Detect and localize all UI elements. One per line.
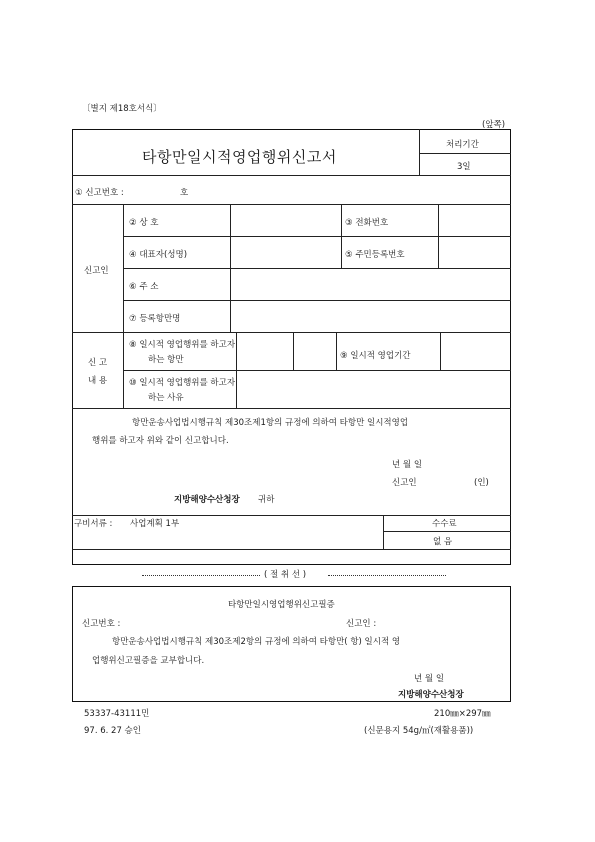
statement-line-2: 행위를 하고자 위와 같이 신고합니다. [92,436,229,446]
item8-label-cont: 하는 항만 [148,355,184,365]
processing-label: 처리기간 [446,140,479,150]
form-title: 타항만일시적영업행위신고서 [142,148,337,166]
certificate-title: 타항만일시영업행위신고필증 [228,600,335,610]
cut-line-left [142,575,260,576]
cut-line-label: ( 절 취 선 ) [264,570,307,580]
resident-number-field[interactable] [440,238,509,266]
attachments-value: 사업계획 1부 [130,519,180,529]
business-period-field[interactable] [442,334,509,368]
statement-honorific: 귀하 [258,495,275,505]
address-label: ⑥ 주 소 [129,282,159,292]
statement-signer-label: 신고인 [392,478,417,488]
business-name-label: ② 상 호 [129,218,159,228]
item9-label: ⑨ 일시적 영업기간 [340,351,411,361]
phone-field[interactable] [440,206,509,234]
business-name-field[interactable] [232,206,339,234]
representative-field[interactable] [232,238,339,266]
phone-label: ③ 전화번호 [345,218,389,228]
representative-label: ④ 대표자(성명) [129,250,188,260]
page-side: (앞쪽) [482,120,506,130]
statement-addressee: 지방해양수산청장 [174,495,240,505]
business-reason-field[interactable] [238,372,509,406]
form-number: 〔별지 제18호서식〕 [82,104,162,114]
registered-port-label: ⑦ 등록항만명 [129,314,181,324]
footer-code: 53337-43111민 [84,709,150,719]
statement-date: 년 월 일 [392,460,423,470]
certificate-line-2: 업행위신고필증을 교부합니다. [92,656,205,666]
report-number-field[interactable] [136,182,176,198]
item10-label: ⑩ 일시적 영업행위를 하고자 [129,378,236,388]
certificate-reporter: 신고인 : [346,619,377,629]
footer-size: 210㎜×297㎜ [434,709,491,719]
statement-seal: (인) [474,478,489,488]
report-number-label: ① 신고번호 : [75,188,124,198]
footer-approval: 97. 6. 27 승인 [84,726,141,736]
registered-port-field[interactable] [232,302,509,330]
footer-paper: (신문용지 54g/㎡(재활용품)) [364,726,474,736]
content-section-label-1: 신 고 [88,358,108,368]
content-section-label-2: 내 용 [88,376,108,386]
certificate-date: 년 월 일 [414,674,445,684]
target-port-field[interactable] [238,334,291,368]
reporter-section-label: 신고인 [84,266,109,276]
item8-label: ⑧ 일시적 영업행위를 하고자 [129,340,236,350]
report-number-suffix: 호 [180,188,189,198]
processing-value: 3일 [457,162,471,172]
address-field[interactable] [232,270,509,298]
certificate-issuer: 지방해양수산청장 [398,690,464,700]
fee-value: 없 음 [433,537,453,547]
resident-number-label: ⑤ 주민등록번호 [345,250,405,260]
certificate-line-1: 항만운송사업법시행규칙 제30조제2항의 규정에 의하여 타항만( 항) 일시적 영 [112,637,401,647]
statement-line-1: 항만운송사업법시행규칙 제30조제1항의 규정에 의하여 타항만 일시적영업 [132,418,409,428]
certificate-report-number: 신고번호 : [82,619,121,629]
attachments-label: 구비서류 : [74,519,113,529]
fee-label: 수수료 [432,519,457,529]
item10-label-cont: 하는 사유 [148,393,184,403]
cut-line-right [328,575,446,576]
